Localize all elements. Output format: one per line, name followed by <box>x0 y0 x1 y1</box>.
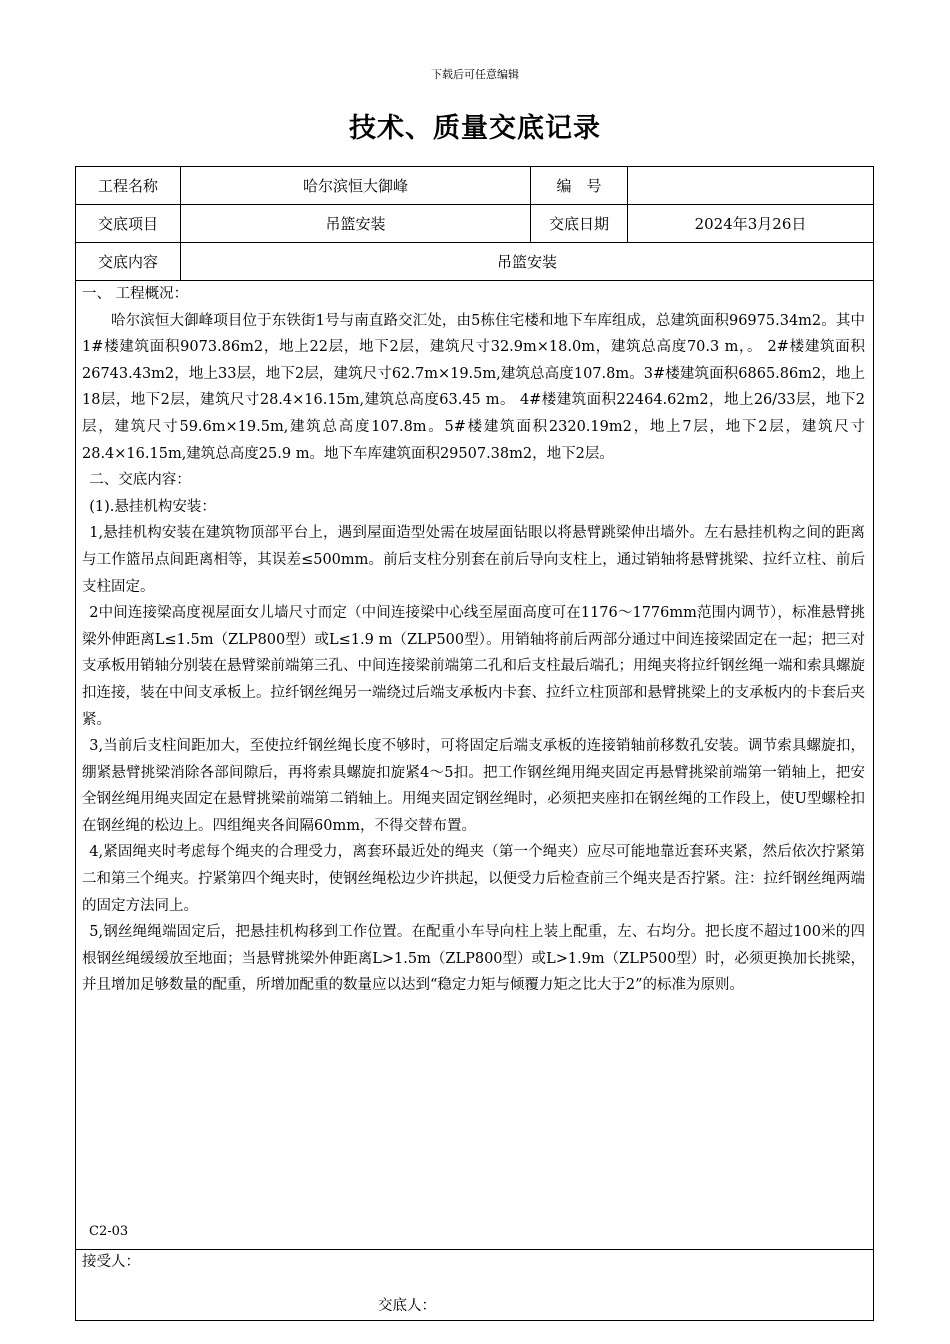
presenter-label: 交底人： <box>378 1298 436 1314</box>
number-label: 编 号 <box>531 167 628 205</box>
record-table <box>75 166 874 1321</box>
section2-heading: 二、交底内容： <box>89 472 191 489</box>
project-name-value: 哈尔滨恒大御峰 <box>181 167 531 205</box>
paragraph-1: 1,悬挂机构安装在建筑物顶部平台上，遇到屋面造型处需在坡屋面钻眼以将悬臂跳梁伸出墙外。左右悬挂机构之间的距离与工作篮吊点间距离相等，其误差≤500mm。前后支柱分别套在前后导向支柱上，通过销轴将悬臂挑梁、拉纤立柱、前后支柱固定。 <box>82 525 865 595</box>
document-title: 技术、质量交底记录 <box>349 113 601 144</box>
paragraph-5: 5,钢丝绳绳端固定后，把悬挂机构移到工作位置。在配重小车导向柱上装上配重，左、右均分。把长度不超过100米的四根钢丝绳缓缓放至地面；当悬臂挑梁外伸距离L>1.5m（ZLP800型）或L>1.9m（ZLP500型）时，必须更换加长挑梁，并且增加足够数量的配重，所增加配重的数量应以达到“稳定力矩与倾覆力矩之比大于2”的标准为原则。 <box>82 924 865 994</box>
row-content-title <box>76 243 874 281</box>
signature-cell <box>76 1250 874 1321</box>
row-item <box>76 205 874 243</box>
number-value <box>628 167 874 205</box>
form-code: C2-03 <box>89 1224 129 1239</box>
item-label: 交底项目 <box>76 205 181 243</box>
download-note: 下载后可任意编辑 <box>431 68 519 81</box>
section1-text: 哈尔滨恒大御峰项目位于东铁街1号与南直路交汇处，由5栋住宅楼和地下车库组成，总建筑面积96975.34m2。其中1#楼建筑面积9073.86m2，地上22层，地下2层，建筑尺寸32.9m×18.0m，建筑总高度70.3 m，。 2#楼建筑面积26743.43m2，地上33层，地下2层，建筑尺寸62.7m×19.5m,建筑总高度107.8m。3#楼建筑面积6865.86m2，地上18层，地下2层，建筑尺寸28.4×16.15m,建筑总高度63.45 m。 4#楼建筑面积22464.62m2，地上26/33层，地下2层，建筑尺寸59.6m×19.5m,建筑总高度107.8m。5#楼建筑面积2320.19m2，地上7层，地下2层，建筑尺寸28.4×16.15m,建筑总高度25.9 m。地下车库建筑面积29507.38m2，地下2层。 <box>82 312 865 462</box>
section1-heading: 一、 工程概况： <box>82 286 189 302</box>
paragraph-4: 4,紧固绳夹时考虑每个绳夹的合理受力，离套环最近处的绳夹（第一个绳夹）应尽可能地靠近套环夹紧，然后依次拧紧第二和第三个绳夹。拧紧第四个绳夹时，使钢丝绳松边少许拱起，以便受力后检查前三个绳夹是否拧紧。注：拉纤钢丝绳两端的固定方法同上。 <box>82 844 865 914</box>
paragraph-2: 2中间连接梁高度视屋面女儿墙尺寸而定（中间连接梁中心线至屋面高度可在1176～1776mm范围内调节），标准悬臂挑梁外伸距离L≤1.5m（ZLP800型）或L≤1.9 m（ZLP500型）。用销轴将前后两部分通过中间连接梁固定在一起；把三对支承板用销轴分别装在悬臂梁前端第三孔、中间连接梁前端第二孔和后支柱最后端孔；用绳夹将拉纤钢丝绳一端和索具螺旋扣连接，装在中间支承板上。拉纤钢丝绳另一端绕过后端支承板内卡套、拉纤立柱顶部和悬臂挑梁上的支承板内的卡套后夹紧。 <box>82 605 865 728</box>
date-label: 交底日期 <box>531 205 628 243</box>
row-signature <box>76 1250 874 1321</box>
project-name-label: 工程名称 <box>76 167 181 205</box>
row-content-body <box>76 281 874 1250</box>
content-body <box>76 281 874 1250</box>
row-project <box>76 167 874 205</box>
date-value: 2024年3月26日 <box>628 205 874 243</box>
subsection1-heading: (1).悬挂机构安装： <box>89 498 216 515</box>
content-value: 吊篮安装 <box>181 243 874 281</box>
item-value: 吊篮安装 <box>181 205 531 243</box>
content-label: 交底内容 <box>76 243 181 281</box>
receiver-label: 接受人： <box>82 1254 140 1270</box>
paragraph-3: 3,当前后支柱间距加大，至使拉纤钢丝绳长度不够时，可将固定后端支承板的连接销轴前移数孔安装。调节索具螺旋扣，绷紧悬臂挑梁消除各部间隙后，再将索具螺旋扣旋紧4～5扣。把工作钢丝绳用绳夹固定再悬臂挑梁前端第一销轴上，把安全钢丝绳用绳夹固定在悬臂挑梁前端第二销轴上。用绳夹固定钢丝绳时，必须把夹座扣在钢丝绳的工作段上，使U型螺栓扣在钢丝绳的松边上。四组绳夹各间隔60mm，不得交替布置。 <box>82 738 865 834</box>
